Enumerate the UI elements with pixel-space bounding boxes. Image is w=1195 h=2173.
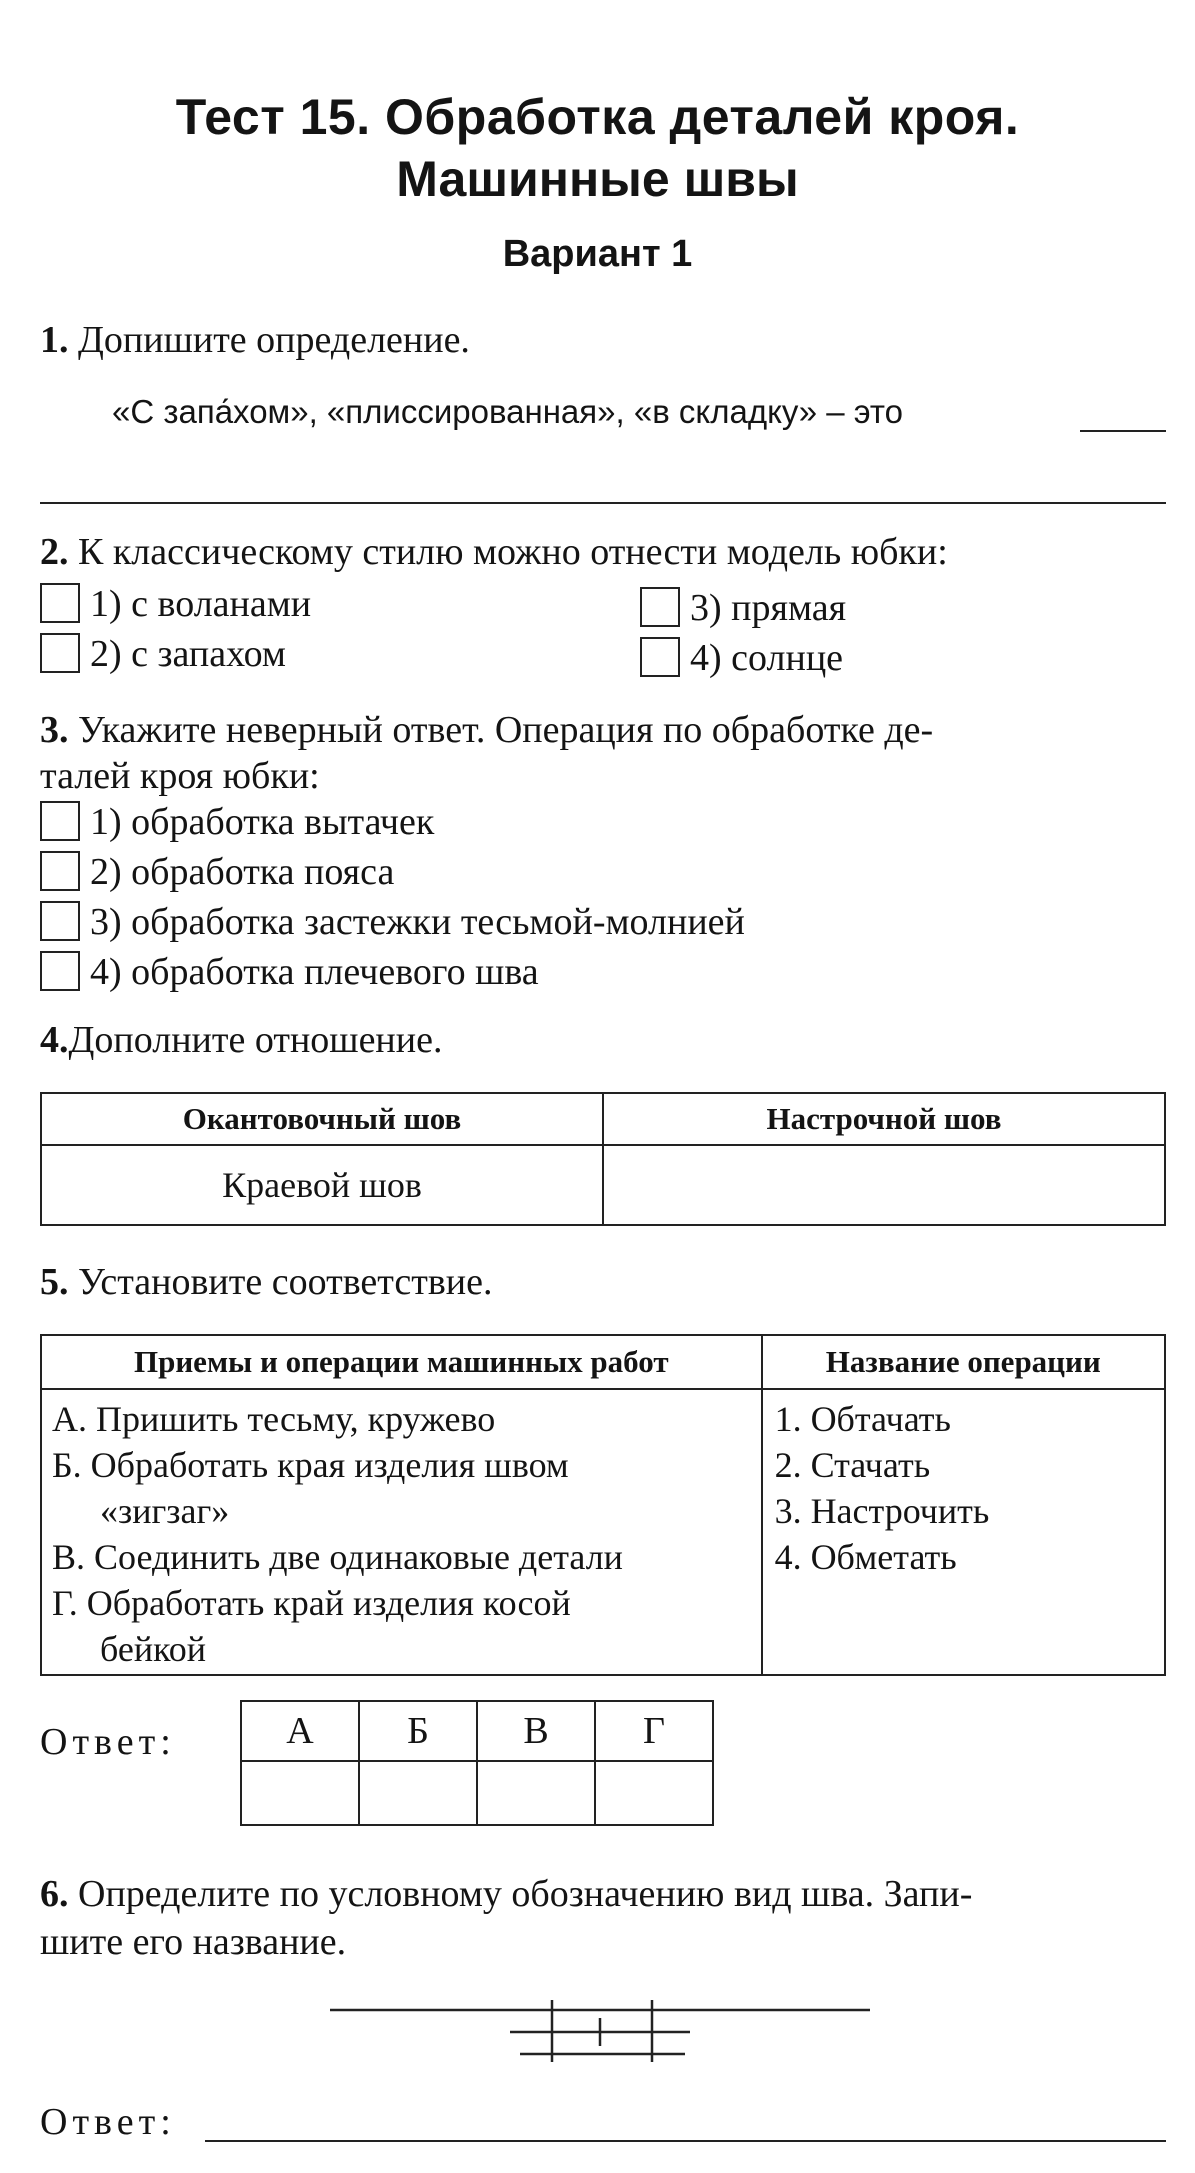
question-1-text: Допишите определение. — [78, 319, 470, 361]
question-4-number: 4. — [40, 1019, 69, 1061]
question-2-number: 2. — [40, 531, 69, 573]
answer-letter-a: А — [241, 1701, 359, 1761]
relation-header-1: Окантовочный шов — [41, 1093, 603, 1145]
relation-cell-1: Краевой шов — [41, 1145, 603, 1225]
operation-1: 1. Обтачать — [774, 1399, 951, 1439]
answer-input-g[interactable] — [595, 1761, 713, 1825]
q5-answer-label: Ответ: — [40, 1721, 176, 1763]
answer-letter-b: Б — [359, 1701, 477, 1761]
q2-option-1[interactable]: 1) с воланами — [40, 582, 311, 626]
q6-answer-label: Ответ: — [40, 2101, 176, 2143]
matching-item-b: Б. Обработать края изделия швом — [52, 1445, 569, 1485]
checkbox[interactable] — [40, 801, 80, 841]
checkbox[interactable] — [640, 587, 680, 627]
variant-label: Вариант 1 — [502, 233, 693, 275]
operation-4: 4. Обметать — [774, 1537, 957, 1577]
answer-table — [240, 1700, 714, 1826]
question-1-number: 1. — [40, 319, 69, 361]
checkbox[interactable] — [40, 851, 80, 891]
question-6-number: 6. — [40, 1873, 69, 1915]
seam-symbol-icon — [330, 1992, 870, 2072]
checkbox[interactable] — [40, 951, 80, 991]
checkbox[interactable] — [40, 633, 80, 673]
matching-item-g-cont: бейкой — [100, 1629, 207, 1669]
q3-option-4[interactable]: 4) обработка плечевого шва — [40, 950, 539, 994]
q3-option-1[interactable]: 1) обработка вытачек — [40, 800, 434, 844]
question-1 — [40, 318, 470, 362]
answer-letter-g: Г — [595, 1701, 713, 1761]
operation-3: 3. Настрочить — [774, 1491, 990, 1531]
matching-item-v: В. Соединить две одинаковые детали — [52, 1537, 623, 1577]
q2-option-2[interactable]: 2) с запахом — [40, 632, 286, 676]
matching-item-a: А. Пришить тесьму, кружево — [52, 1399, 496, 1439]
answer-input-v[interactable] — [477, 1761, 595, 1825]
question-2-text: К классическому стилю можно отнести модель юбки: — [78, 531, 948, 573]
question-3-text-cont: талей кроя юбки: — [40, 755, 320, 797]
relation-table — [40, 1092, 1166, 1226]
answer-input-b[interactable] — [359, 1761, 477, 1825]
q3-option-3[interactable]: 3) обработка застежки тесьмой-молнией — [40, 900, 745, 944]
question-3 — [40, 708, 933, 752]
matching-right-cell — [762, 1389, 1165, 1675]
question-3-number: 3. — [40, 709, 69, 751]
question-3-text: Укажите неверный ответ. Операция по обработке де- — [78, 709, 934, 751]
answer-input-a[interactable] — [241, 1761, 359, 1825]
question-6 — [40, 1872, 972, 1916]
answer-line-1b[interactable] — [40, 502, 1166, 504]
question-5-text: Установите соответствие. — [78, 1261, 493, 1303]
q6-answer-line[interactable] — [205, 2140, 1166, 2142]
matching-header-1: Приемы и операции машинных работ — [41, 1335, 762, 1389]
operation-2: 2. Стачать — [774, 1445, 931, 1485]
answer-letter-v: В — [477, 1701, 595, 1761]
test-subtitle: Машинные швы — [396, 151, 799, 207]
question-1-sentence: «С запа́хом», «плиссированная», «в складку» – это — [112, 393, 904, 430]
question-6-text: Определите по условному обозначению вид шва. Запи- — [78, 1873, 973, 1915]
answer-line-1a[interactable] — [1080, 430, 1166, 432]
question-5 — [40, 1260, 492, 1304]
test-title: Тест 15. Обработка деталей кроя. — [175, 89, 1020, 145]
question-2 — [40, 530, 948, 574]
checkbox[interactable] — [40, 901, 80, 941]
checkbox[interactable] — [640, 637, 680, 677]
relation-header-2: Настрочной шов — [603, 1093, 1165, 1145]
q2-option-4[interactable]: 4) солнце — [640, 636, 843, 680]
question-5-number: 5. — [40, 1261, 69, 1303]
question-4 — [40, 1018, 442, 1062]
question-6-text-cont: шите его название. — [40, 1921, 347, 1963]
matching-item-g: Г. Обработать край изделия косой — [52, 1583, 571, 1623]
checkbox[interactable] — [40, 583, 80, 623]
matching-table — [40, 1334, 1166, 1676]
matching-header-2: Название операции — [762, 1335, 1165, 1389]
matching-left-cell — [41, 1389, 762, 1675]
q3-option-2[interactable]: 2) обработка пояса — [40, 850, 394, 894]
relation-answer-cell[interactable] — [603, 1145, 1165, 1225]
matching-item-b-cont: «зигзаг» — [100, 1491, 230, 1531]
q2-option-3[interactable]: 3) прямая — [640, 586, 846, 630]
question-4-text: Дополните отношение. — [68, 1019, 443, 1061]
